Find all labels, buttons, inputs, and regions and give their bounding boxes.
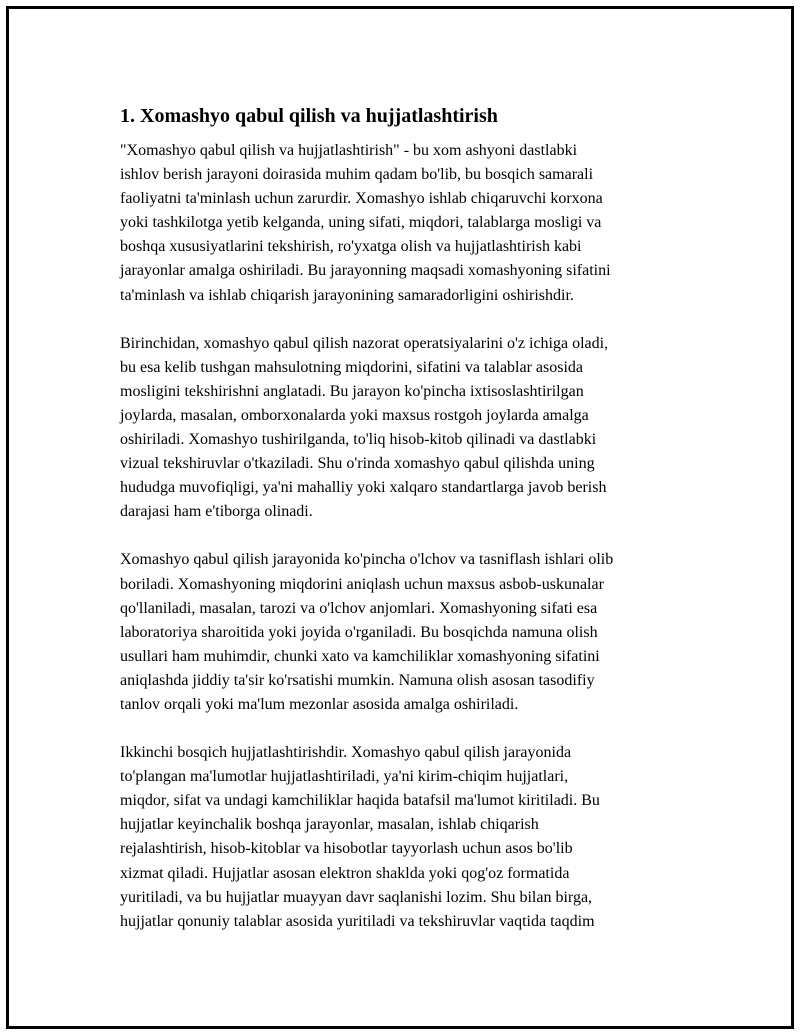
paragraph-4: Ikkinchi bosqich hujjatlashtirishdir. Xomashyo qabul qilish jarayonida to'plangan ma'lumotlar hujjatlashtiriladi, ya'ni kirim-chiqim hujjatlari, miqdor, sifat va undagi kamchiliklar haqida batafsil ma'lumot kiritiladi. Bu hujjatlar keyinchalik boshqa jarayonlar, masalan, ishlab chiqarish rejalashtirish, hisob-kitoblar va hisobotlar tayyorlash uchun asos bo'lib xizmat qiladi. Hujjatlar asosan elektron shaklda yoki qog'oz formatida yuritiladi, va bu hujjatlar muayyan davr saqlanishi lozim. Shu bilan birga, hujjatlar qonuniy talablar asosida yuritiladi va tekshiruvlar vaqtida taqdim <box>120 744 600 930</box>
paragraph-3: Xomashyo qabul qilish jarayonida ko'pincha o'lchov va tasniflash ishlari olib boriladi. Xomashyoning miqdorini aniqlash uchun maxsus asbob-uskunalar qo'llaniladi, masalan, tarozi va o'lchov anjomlari. Xomashyoning sifati esa laboratoriya sharoitida yoki joyida o'rganiladi. Bu bosqichda namuna olish usullari ham muhimdir, chunki xato va kamchiliklar xomashyoning sifatini aniqlashda jiddiy ta'sir ko'rsatishi mumkin. Namuna olish asosan tasodifiy tanlov orqali yoki ma'lum mezonlar asosida amalga oshiriladi. <box>120 551 614 713</box>
page-frame <box>6 6 794 1029</box>
section-heading: 1. Xomashyo qabul qilish va hujjatlashtirish <box>120 105 498 127</box>
paragraph-2: Birinchidan, xomashyo qabul qilish nazorat operatsiyalarini o'z ichiga oladi, bu esa kelib tushgan mahsulotning miqdorini, sifatini va talablar asosida mosligini tekshirishni anglatadi. Bu jarayon ko'pincha ixtisoslashtirilgan joylarda, masalan, omborxonalarda yoki maxsus rostgoh joylarda amalga oshiriladi. Xomashyo tushirilganda, to'liq hisob-kitob qilinadi va dastlabki vizual tekshiruvlar o'tkaziladi. Shu o'rinda xomashyo qabul qilishda uning hududga muvofiqligi, ya'ni mahalliy yoki xalqaro standartlarga javob berish darajasi ham e'tiborga olinadi. <box>120 334 609 521</box>
document-body <box>120 103 710 958</box>
paragraph-1: "Xomashyo qabul qilish va hujjatlashtirish" - bu xom ashyoni dastlabki ishlov berish jarayoni doirasida muhim qadam bo'lib, bu bosqich samarali faoliyatni ta'minlash uchun zarurdir. Xomashyo ishlab chiqaruvchi korxona yoki tashkilotga yetib kelganda, uning sifati, miqdori, talablarga mosligi va boshqa xususiyatlarini tekshirish, ro'yxatga olish va hujjatlashtirish kabi jarayonlar amalga oshiriladi. Bu jarayonning maqsadi xomashyoning sifatini ta'minlash va ishlab chiqarish jarayonining samaradorligini oshirishdir. <box>120 142 611 304</box>
